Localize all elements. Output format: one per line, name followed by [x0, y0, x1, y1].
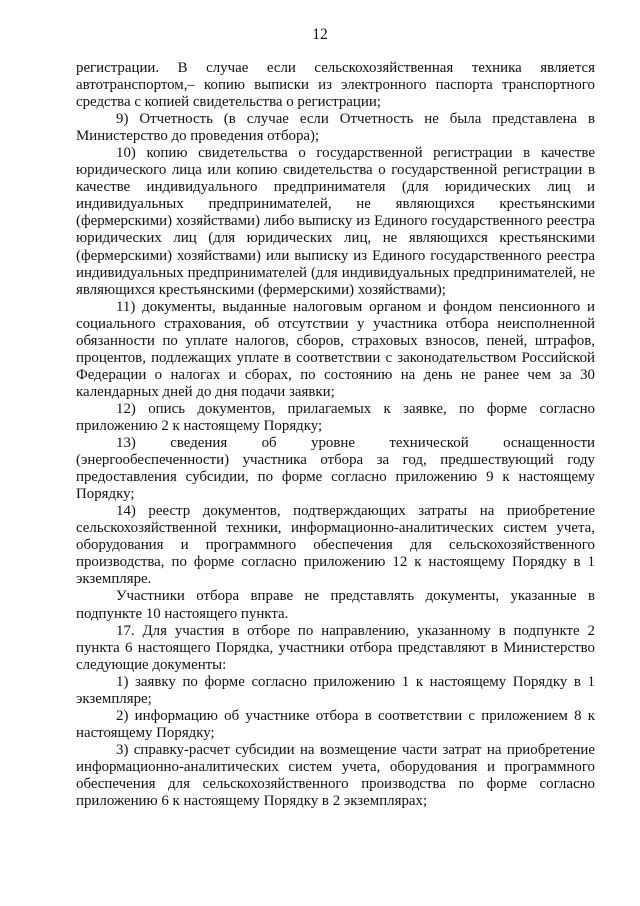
document-body	[76, 60, 595, 810]
paragraph: 9) Отчетность (в случае если Отчетность не была представлена в Министерство до проведения отбора);	[76, 111, 595, 145]
paragraph: 1) заявку по форме согласно приложению 1 к настоящему Порядку в 1 экземпляре;	[76, 673, 595, 707]
paragraph: 3) справку-расчет субсидии на возмещение части затрат на приобретение информационно-аналитических систем учета, оборудования и программного обеспечения для сельскохозяйственного производства по форме согласно приложению 6 к настоящему Порядку в 2 экземплярах;	[76, 741, 595, 810]
paragraph: 12) опись документов, прилагаемых к заявке, по форме согласно приложению 2 к настоящему Порядку;	[76, 400, 595, 434]
paragraph: 11) документы, выданные налоговым органом и фондом пенсионного и социального страхования, об отсутствии у участника отбора неисполненной обязанности по уплате налогов, сборов, страховых взносов, пеней, штрафов, процентов, подлежащих уплате в соответствии с законодательством Российской Федерации о налогах и сборах, по состоянию на день не ранее чем за 30 календарных дней до дня подачи заявки;	[76, 298, 595, 400]
paragraph: регистрации. В случае если сельскохозяйственная техника является автотранспортом,– копию выписки из электронного паспорта транспортного средства с копией свидетельства о регистрации;	[76, 60, 595, 111]
paragraph: 17. Для участия в отборе по направлению, указанному в подпункте 2 пункта 6 настоящего Порядка, участники отбора представляют в Министерство следующие документы:	[76, 622, 595, 673]
paragraph: 14) реестр документов, подтверждающих затраты на приобретение сельскохозяйственной техники, информационно-аналитических систем учета, оборудования и программного обеспечения для сельскохозяйственного производства, по форме согласно приложению 12 к настоящему Порядку в 1 экземпляре.	[76, 503, 595, 588]
paragraph: 2) информацию об участнике отбора в соответствии с приложением 8 к настоящему Порядку;	[76, 707, 595, 741]
paragraph: Участники отбора вправе не представлять документы, указанные в подпункте 10 настоящего пункта.	[76, 588, 595, 622]
page-number: 12	[312, 26, 328, 43]
paragraph: 10) копию свидетельства о государственной регистрации в качестве юридического лица или копию свидетельства о государственной регистрации в качестве индивидуального предпринимателя (для юридических лиц и индивидуальных предпринимателей, не являющихся крестьянскими (фермерскими) хозяйствами) либо выписку из Единого государственного реестра юридических лиц (для юридических лиц, не являющихся крестьянскими (фермерскими) хозяйствами) или выписку из Единого государственного реестра индивидуальных предпринимателей (для индивидуальных предпринимателей, не являющихся крестьянскими (фермерскими) хозяйствами);	[76, 145, 595, 298]
paragraph: 13) сведения об уровне технической оснащенности (энергообеспеченности) участника отбора за год, предшествующий году предоставления субсидии, по форме согласно приложению 9 к настоящему Порядку;	[76, 435, 595, 503]
